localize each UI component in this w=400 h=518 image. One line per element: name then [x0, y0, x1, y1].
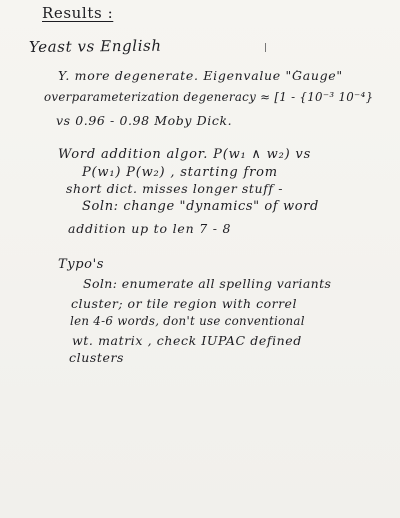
note-line: len 4-6 words, don't use conventional: [70, 314, 305, 328]
note-line: Y. more degenerate. Eigenvalue "Gauge": [58, 68, 343, 83]
note-line: Word addition algor. P(w₁ ∧ w₂) vs: [58, 147, 312, 162]
note-line: clusters: [69, 350, 125, 365]
section-title-typos: Typo's: [58, 257, 105, 272]
solution-line: Soln: change "dynamics" of word: [82, 199, 319, 214]
note-line: addition up to len 7 - 8: [68, 221, 232, 236]
solution-line: Soln: enumerate all spelling variants: [83, 276, 332, 291]
note-line: short dict. misses longer stuff -: [66, 181, 284, 196]
note-line: P(w₁) P(w₂) , starting from: [82, 165, 278, 180]
page-heading: Results :: [42, 4, 114, 22]
note-line: overparameterization degeneracy ≈ [1 - {10⁻³ 10⁻⁴}: [44, 90, 374, 104]
note-line: cluster; or tile region with correl: [71, 296, 297, 311]
note-line: wt. matrix , check IUPAC defined: [72, 333, 302, 348]
pen-tick-mark: [265, 43, 266, 52]
section-title-yeast-vs-english: Yeast vs English: [28, 36, 162, 56]
note-line: vs 0.96 - 0.98 Moby Dick.: [56, 113, 233, 128]
